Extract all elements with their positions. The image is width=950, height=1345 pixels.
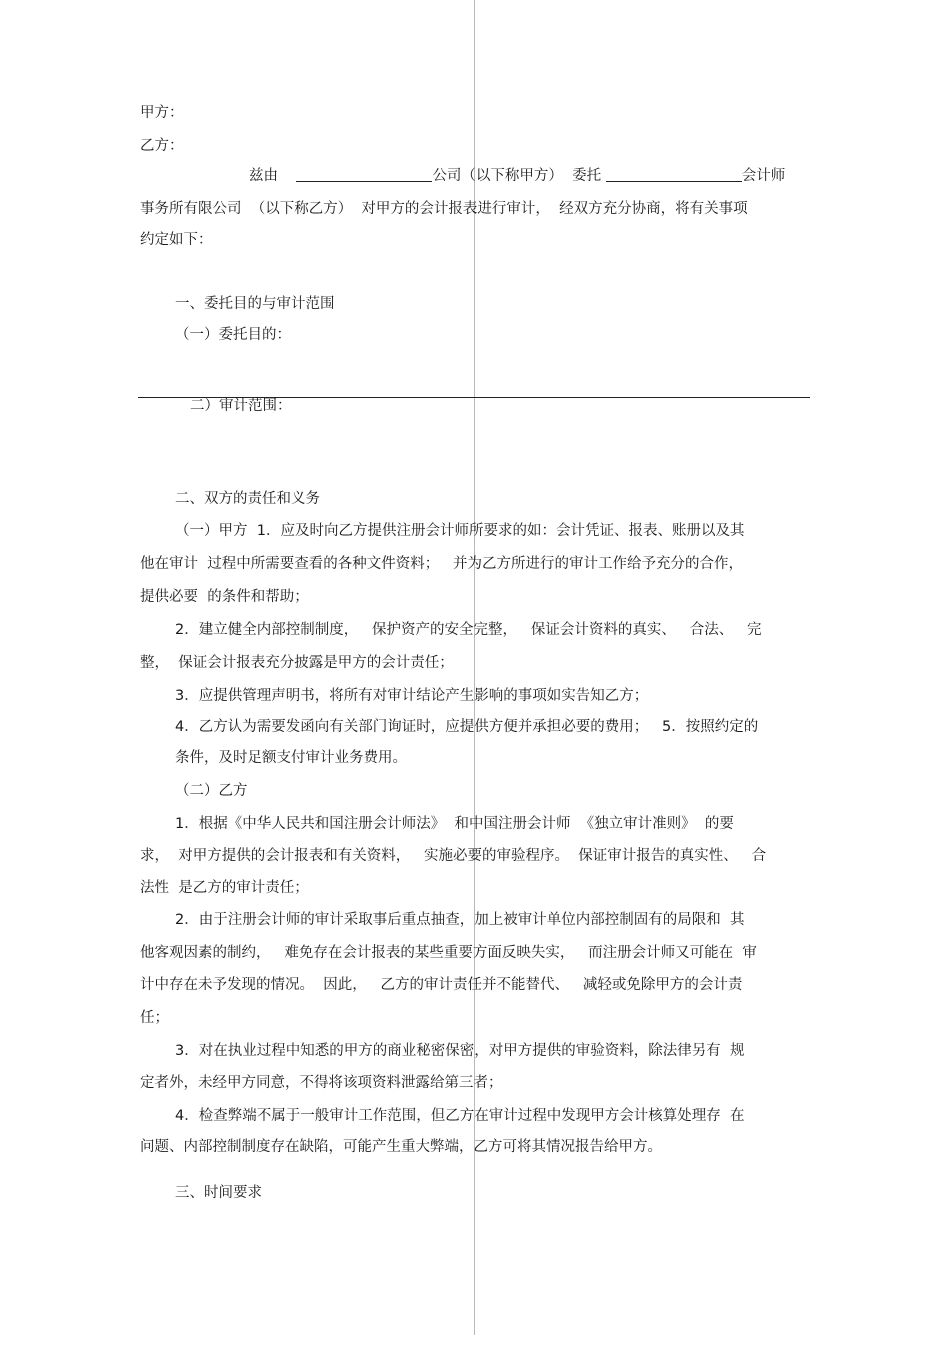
party-b-duty-1-line-3: 法性 是乙方的审计责任； [140,880,309,896]
section-3-heading: 三、时间要求 [175,1185,262,1201]
party-a-label: 甲方： [140,105,184,121]
section-1-heading: 一、委托目的与审计范围 [175,296,335,312]
intro-line-3: 约定如下： [140,232,213,248]
party-b-duty-2-line-3: 计中存在未予发现的情况。 因此， 乙方的审计责任并不能替代、 减轻或免除甲方的会计责 [140,977,743,993]
party-a-duty-3: 3．应提供管理声明书，将所有对审计结论产生影响的事项如实告知乙方； [175,688,649,704]
party-b-duty-3-line-1: 3．对在执业过程中知悉的甲方的商业秘密保密，对甲方提供的审验资料，除法律另有 规 [175,1043,745,1059]
party-a-duty-4-line-1: 4．乙方认为需要发函向有关部门询证时，应提供方便并承担必要的费用； 5．按照约定的 [175,719,759,735]
firm-blank [606,167,742,182]
party-b-duty-3-line-2: 定者外，未经甲方同意，不得将该项资料泄露给第三者； [140,1075,503,1091]
company-blank [296,167,432,182]
party-b-duty-2-line-1: 2．由于注册会计师的审计采取事后重点抽查，加上被审计单位内部控制固有的局限和 其 [175,912,745,928]
intro-line-1 [249,166,785,186]
party-b-duty-4-line-2: 问题、内部控制制度存在缺陷，可能产生重大弊端，乙方可将其情况报告给甲方。 [140,1139,662,1155]
party-b-duty-4-line-1: 4．检查弊端不属于一般审计工作范围，但乙方在审计过程中发现甲方会计核算处理存 在 [175,1108,745,1124]
party-a-duty-1-line-3: 提供必要 的条件和帮助； [140,589,309,605]
party-a-duty-4-line-2: 条件，及时足额支付审计业务费用。 [175,750,407,766]
party-a-duty-2-line-2: 整， 保证会计报表充分披露是甲方的会计责任； [140,655,454,671]
party-a-duty-1-line-1: （一）甲方 1．应及时向乙方提供注册会计师所要求的如：会计凭证、报表、账册以及其 [175,523,745,539]
party-b-duty-2-line-4: 任； [140,1010,169,1026]
intro-middle: 公司（以下称甲方） 委托 [432,168,602,184]
party-b-heading: （二）乙方 [175,783,248,799]
intro-suffix: 会计师 [741,168,786,184]
party-b-label: 乙方： [140,138,184,154]
party-b-duty-1-line-1: 1．根据《中华人民共和国注册会计师法》 和中国注册会计师 《独立审计准则》 的要 [175,816,734,832]
party-a-duty-2-line-1: 2．建立健全内部控制制度， 保护资产的安全完整， 保证会计资料的真实、 合法、 完 [175,622,762,638]
party-b-duty-1-line-2: 求， 对甲方提供的会计报表和有关资料， 实施必要的审验程序。 保证审计报告的真实性、 合 [140,848,767,864]
party-a-duty-1-line-2: 他在审计 过程中所需要查看的各种文件资料； 并为乙方所进行的审计工作给予充分的合作， [140,556,744,572]
section-2-heading: 二、双方的责任和义务 [175,491,320,507]
intro-prefix: 兹由 [249,168,278,184]
purpose-label: （一）委托目的： [175,327,291,343]
scope-label: 二）审计范围： [190,398,292,414]
intro-line-2: 事务所有限公司 （以下称乙方） 对甲方的会计报表进行审计， 经双方充分协商，将有关事项 [140,201,748,217]
party-b-duty-2-line-2: 他客观因素的制约， 难免存在会计报表的某些重要方面反映失实， 而注册会计师又可能在 审 [140,945,757,961]
